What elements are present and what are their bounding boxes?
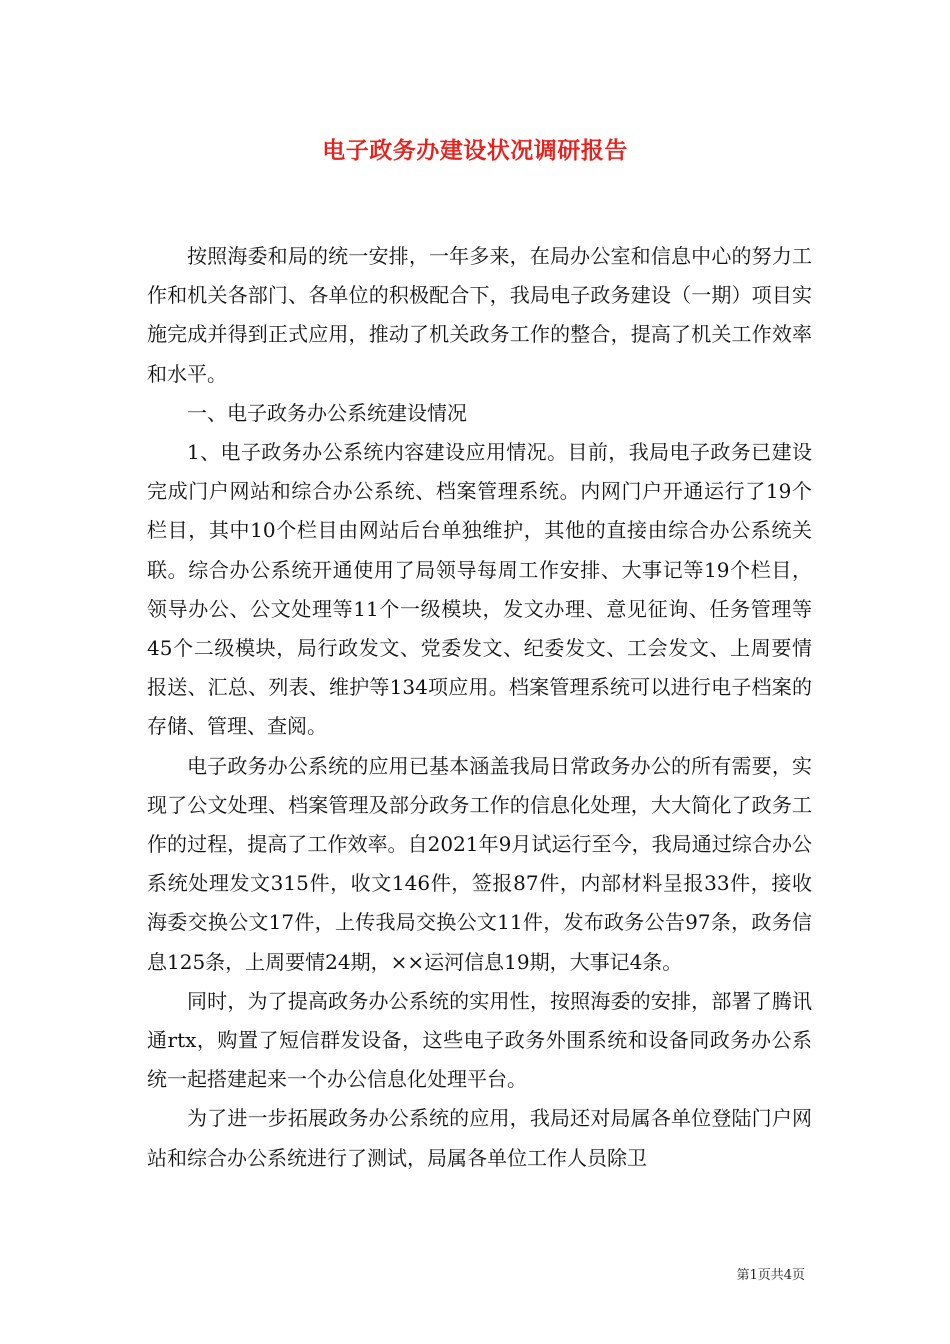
document-title: 电子政务办建设状况调研报告	[322, 137, 628, 164]
paragraph-rtx: 同时，为了提高政务办公系统的实用性，按照海委的安排，部署了腾讯通rtx，购置了短信群发设备，这些电子政务外围系统和设备同政务办公系统一起搭建起来一个办公信息化处理平台。	[147, 988, 812, 1092]
page-number: 第1页共4页	[736, 1268, 805, 1283]
section-heading-1: 一、电子政务办公系统建设情况	[187, 400, 467, 425]
paragraph-content-building: 1、电子政务办公系统内容建设应用情况。目前，我局电子政务已建设完成门户网站和综合办公系统、档案管理系统。内网门户开通运行了19个栏目，其中10个栏目由网站后台单独维护，其他的直接由综合办公系统关联。综合办公系统开通使用了局领导每周工作安排、大事记等19个栏目，领导办公、公文处理等11个一级模块，发文办理、意见征询、任务管理等45个二级模块，局行政发文、党委发文、纪委发文、工会发文、上周要情报送、汇总、列表、维护等134项应用。档案管理系统可以进行电子档案的存储、管理、查阅。	[147, 440, 812, 739]
document-body	[147, 237, 812, 1178]
paragraph-application: 电子政务办公系统的应用已基本涵盖我局日常政务办公的所有需要，实现了公文处理、档案管理及部分政务工作的信息化处理，大大简化了政务工作的过程，提高了工作效率。自2021年9月试运行至今，我局通过综合办公系统处理发文315件，收文146件，签报87件，内部材料呈报33件，接收海委交换公文17件，上传我局交换公文11件，发布政务公告97条，政务信息125条，上周要情24期，××运河信息19期，大事记4条。	[147, 753, 812, 974]
paragraph-testing: 为了进一步拓展政务办公系统的应用，我局还对局属各单位登陆门户网站和综合办公系统进行了测试，局属各单位工作人员除卫	[147, 1106, 812, 1170]
paragraph-intro: 按照海委和局的统一安排，一年多来，在局办公室和信息中心的努力工作和机关各部门、各单位的积极配合下，我局电子政务建设（一期）项目实施完成并得到正式应用，推动了机关政务工作的整合，提高了机关工作效率和水平。	[147, 244, 812, 386]
